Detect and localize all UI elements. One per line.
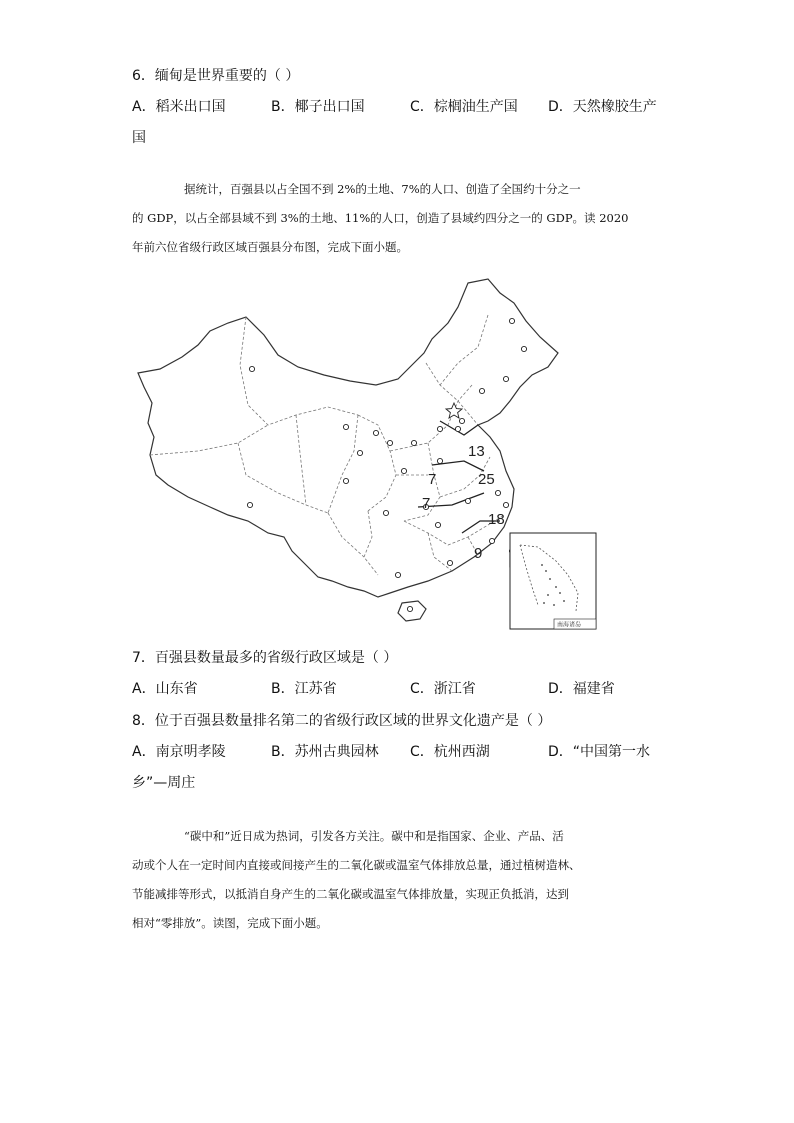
count-shandong: 13	[468, 443, 485, 460]
q6-option-d-wrap: 国	[132, 130, 146, 146]
q6-option-a[interactable]: A．稻米出口国	[132, 99, 226, 115]
q6-option-b[interactable]: B．椰子出口国	[271, 99, 365, 115]
south-china-sea-inset	[510, 533, 596, 629]
question-6-stem: 6．缅甸是世界重要的（ ）	[132, 68, 300, 84]
china-province-map	[128, 275, 608, 635]
q8-option-c[interactable]: C．杭州西湖	[410, 744, 490, 760]
passage-line: 动或个人在一定时间内直接或间接产生的二氧化碳或温室气体排放总量，通过植树造林、	[132, 858, 581, 872]
q8-option-d[interactable]: D．“中国第一水	[548, 744, 651, 760]
passage-line: 据统计，百强县以占全国不到 2%的土地、7%的人口、创造了全国约十分之一	[184, 182, 581, 196]
star-icon	[446, 403, 462, 418]
q8-option-d-wrap: 乡”—周庄	[132, 775, 196, 791]
q7-option-c[interactable]: C．浙江省	[410, 681, 476, 697]
question-8-stem: 8．位于百强县数量排名第二的省级行政区域的世界文化遗产是（ ）	[132, 713, 552, 729]
q7-option-b[interactable]: B．江苏省	[271, 681, 337, 697]
count-henan: 7	[428, 471, 437, 488]
passage-carbon-neutral	[132, 822, 662, 938]
q6-option-c[interactable]: C．棕榈油生产国	[410, 99, 518, 115]
china-outline	[138, 279, 558, 597]
q8-option-b[interactable]: B．苏州古典园林	[271, 744, 379, 760]
passage-line: 节能减排等形式，以抵消自身产生的二氧化碳或温室气体排放量，实现正负抵消，达到	[132, 887, 569, 901]
map-svg	[128, 275, 608, 635]
passage-line: 的 GDP，以占全部县域不到 3%的土地、11%的人口，创造了县域约四分之一的 GDP。读 2020	[132, 211, 629, 225]
passage-line: “碳中和”近日成为热词，引发各方关注。碳中和是指国家、企业、产品、活	[184, 829, 564, 843]
q7-option-d[interactable]: D．福建省	[548, 681, 615, 697]
count-zhejiang: 18	[488, 511, 505, 528]
question-7-stem: 7．百强县数量最多的省级行政区域是（ ）	[132, 650, 398, 666]
inset-label: 南海诸岛	[557, 621, 582, 629]
count-fujian: 9	[474, 545, 483, 562]
passage-top-counties	[132, 175, 662, 262]
passage-line: 年前六位省级行政区域百强县分布图，完成下面小题。	[132, 240, 408, 254]
q7-option-a[interactable]: A．山东省	[132, 681, 198, 697]
count-anhui: 7	[422, 495, 431, 512]
q8-option-a[interactable]: A．南京明孝陵	[132, 744, 226, 760]
count-jiangsu: 25	[478, 471, 495, 488]
q6-option-d[interactable]: D．天然橡胶生产	[548, 99, 657, 115]
passage-line: 相对“零排放”。读图，完成下面小题。	[132, 916, 328, 930]
